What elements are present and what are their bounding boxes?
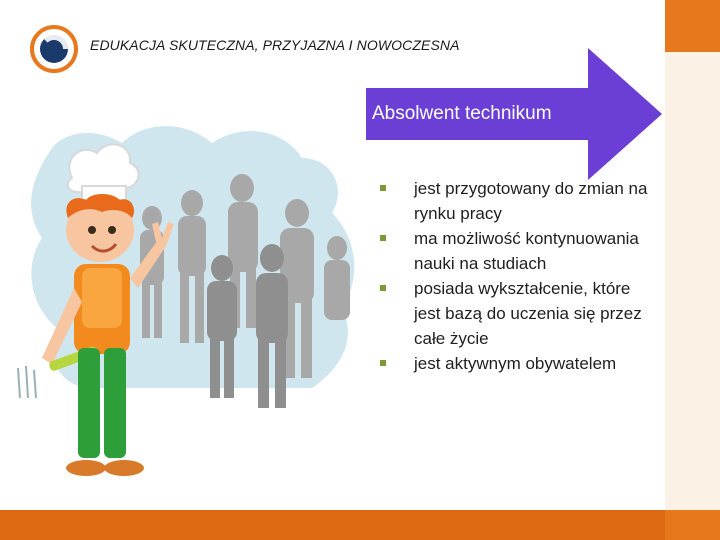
- bullet-square-icon: [380, 235, 386, 241]
- bullet-list: [380, 176, 650, 376]
- list-item: [380, 226, 650, 276]
- list-item: [380, 176, 650, 226]
- right-side-strip: [665, 0, 720, 540]
- bullet-square-icon: [380, 285, 386, 291]
- bullet-square-icon: [380, 185, 386, 191]
- bullet-text: jest przygotowany do zmian na rynku pracy: [414, 179, 648, 223]
- circle-logo-icon: [28, 24, 80, 74]
- list-item: [380, 276, 650, 351]
- bottom-bar: [0, 510, 665, 540]
- students-illustration: [12, 118, 392, 500]
- bullet-square-icon: [380, 360, 386, 366]
- header-title: EDUKACJA SKUTECZNA, PRZYJAZNA I NOWOCZESNA: [90, 37, 460, 53]
- bullet-text: posiada wykształcenie, które jest bazą do uczenia się przez całe życie: [414, 279, 642, 348]
- bullet-text: ma możliwość kontynuowania nauki na studiach: [414, 229, 639, 273]
- bullet-text: jest aktywnym obywatelem: [414, 354, 617, 373]
- right-top-accent: [665, 0, 720, 52]
- list-item: [380, 351, 650, 376]
- arrow-label: Absolwent technikum: [372, 103, 552, 124]
- bottom-bar-accent: [665, 510, 720, 540]
